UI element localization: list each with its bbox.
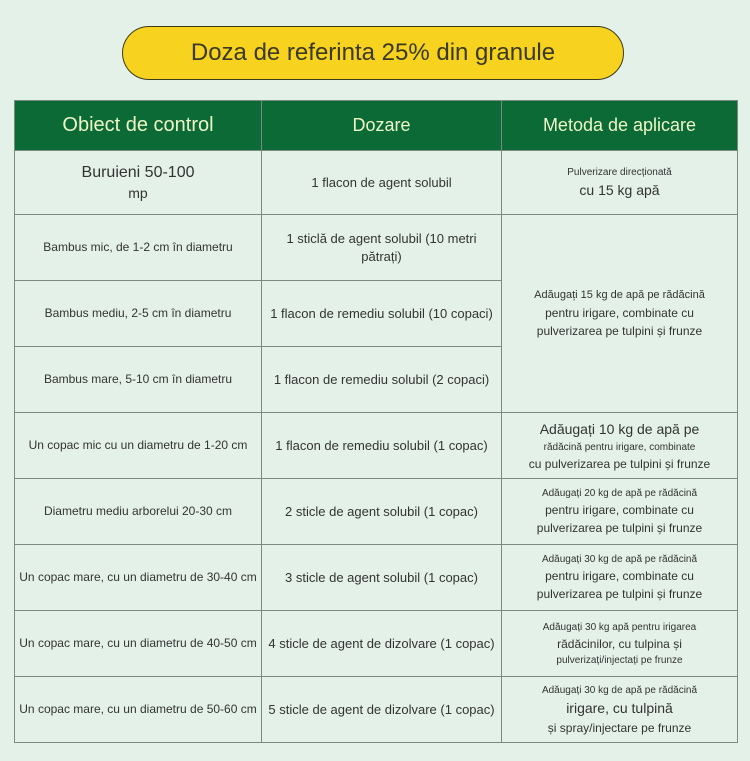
method-cell-bamboo — [502, 215, 738, 413]
dose-cell: 1 sticlă de agent solubil (10 metri pătrați) — [262, 215, 502, 281]
header-dosage: Dozare — [262, 101, 502, 151]
table-header-row — [15, 101, 738, 151]
table-row — [15, 151, 738, 215]
method-line: irigare, cu tulpină — [566, 699, 673, 716]
dosage-table — [14, 100, 738, 743]
object-cell — [15, 151, 262, 215]
object-cell: Bambus mic, de 1-2 cm în diametru — [15, 215, 262, 281]
dose-cell: 4 sticle de agent de dizolvare (1 copac) — [262, 611, 502, 677]
object-cell: Un copac mare, cu un diametru de 40-50 cm — [15, 611, 262, 677]
object-cell: Un copac mic cu un diametru de 1-20 cm — [15, 413, 262, 479]
table-row — [15, 611, 738, 677]
dose-cell: 2 sticle de agent solubil (1 copac) — [262, 479, 502, 545]
table-row — [15, 677, 738, 743]
method-line: Adăugați 15 kg de apă pe rădăcină — [534, 289, 705, 302]
method-line: Adăugați 20 kg de apă pe rădăcină — [541, 488, 698, 499]
page-title-text: Doza de referinta 25% din granule — [190, 39, 556, 66]
method-line: cu pulverizarea pe tulpini și frunze — [528, 456, 711, 471]
method-line: pulverizarea pe tulpini și frunze — [536, 587, 703, 601]
table-row — [15, 479, 738, 545]
method-line: pulverizarea pe tulpini și frunze — [536, 323, 703, 338]
object-cell: Un copac mare, cu un diametru de 30-40 cm — [15, 545, 262, 611]
table-row — [15, 545, 738, 611]
method-cell — [502, 611, 738, 677]
method-cell — [502, 151, 738, 215]
method-line: rădăcină pentru irigare, combinate — [543, 441, 696, 453]
object-line: mp — [128, 184, 148, 201]
dose-cell: 1 flacon de remediu solubil (10 copaci) — [262, 281, 502, 347]
method-line: cu 15 kg apă — [579, 181, 660, 198]
object-cell: Diametru mediu arborelui 20-30 cm — [15, 479, 262, 545]
method-cell — [502, 479, 738, 545]
method-cell — [502, 545, 738, 611]
dose-cell: 1 flacon de remediu solubil (2 copaci) — [262, 347, 502, 413]
method-line: Adăugați 30 kg de apă pe rădăcină — [541, 684, 698, 696]
method-line: rădăcinilor, cu tulpina și — [557, 636, 682, 651]
header-application-method: Metoda de aplicare — [502, 101, 738, 151]
method-line: pulverizați/injectați pe frunze — [556, 654, 683, 666]
method-line: Adăugați 30 kg de apă pe rădăcină — [541, 554, 698, 565]
method-line: pulverizarea pe tulpini și frunze — [536, 521, 703, 535]
method-cell — [502, 677, 738, 743]
method-line: Pulverizare direcționată — [567, 166, 672, 178]
object-cell: Bambus mediu, 2-5 cm în diametru — [15, 281, 262, 347]
dose-cell: 1 flacon de agent solubil — [262, 151, 502, 215]
method-line: pentru irigare, combinate cu — [545, 503, 694, 517]
table-row — [15, 413, 738, 479]
dose-cell: 1 flacon de remediu solubil (1 copac) — [262, 413, 502, 479]
method-line: pentru irigare, combinate cu — [545, 305, 694, 320]
dose-cell: 3 sticle de agent solubil (1 copac) — [262, 545, 502, 611]
object-cell: Un copac mare, cu un diametru de 50-60 cm — [15, 677, 262, 743]
method-line: și spray/injectare pe frunze — [547, 720, 692, 735]
method-cell — [502, 413, 738, 479]
page-title — [122, 26, 624, 80]
object-line: Buruieni 50-100 — [81, 164, 195, 181]
method-line: Adăugați 30 kg apă pentru irigarea — [542, 621, 697, 633]
method-line: Adăugați 10 kg de apă pe — [539, 420, 700, 437]
header-control-object: Obiect de control — [15, 101, 262, 151]
dose-cell: 5 sticle de agent de dizolvare (1 copac) — [262, 677, 502, 743]
method-line: pentru irigare, combinate cu — [545, 569, 694, 583]
table-row — [15, 215, 738, 281]
object-cell: Bambus mare, 5-10 cm în diametru — [15, 347, 262, 413]
